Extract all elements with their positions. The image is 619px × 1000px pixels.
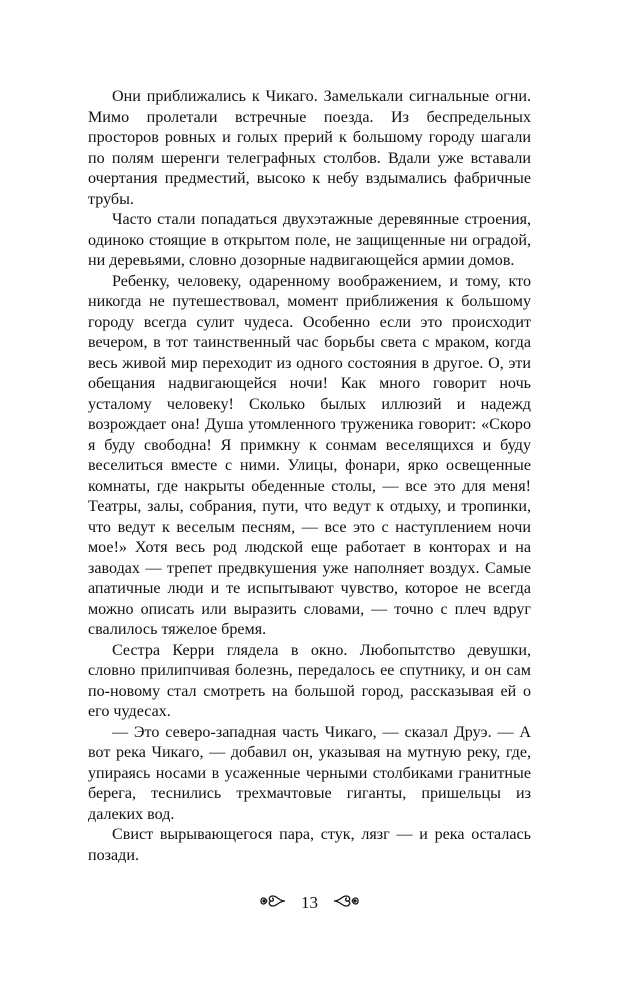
paragraph-5: — Это северо-западная часть Чикаго, — сказал Друэ. — А вот река Чикаго, — добавил он, указывая на мутную реку, где, упираясь носами в усаженные черными столбиками гранитные берега, теснились трехмачтовые гиганты, пришельцы из далеких вод.: [88, 723, 531, 823]
paragraph-2: Часто стали попадаться двухэтажные деревянные строения, одиноко стоящие в открытом поле, не защищенные ни оградой, ни деревьями, словно дозорные надвигающейся армии домов.: [88, 211, 531, 269]
paragraph-4: Сестра Керри глядела в окно. Любопытство девушки, словно прилипчивая болезнь, передалось ее спутнику, и он сам по-новому стал смотреть на большой город, рассказывая ей о его чудесах.: [88, 641, 531, 720]
fleuron-left-icon: [259, 893, 287, 914]
paragraph-3: Ребенку, человеку, одаренному воображением, и тому, кто никогда не путешествовал, момент приближения к большому городу всегда сулит чудеса. Особенно если это происходит вечером, в тот таинственный час борьбы света с мраком, когда весь живой мир переходит из одного состояния в другое. О, эти обещания надвигающейся ночи! Как много говорит ночь усталому человеку! Сколько былых иллюзий и надежд возрождает она! Душа утомленного труженика говорит: «Скоро я буду свободна! Я примкну к сонмам веселящихся и буду веселиться вместе с ними. Улицы, фонари, ярко освещенные комнаты, где накрыты обеденные столы, — все это для меня! Театры, залы, собрания, пути, что ведут к отдыху, и тропинки, что ведут к веселым песням, — все это с наступлением ночи мое!» Хотя весь род людской еще работает в конторах и на заводах — трепет предвкушения уже наполняет воздух. Самые апатичные люди и те испытывают чувство, которое не всегда можно описать или выразить словами, — точно с плеч вдруг свалилось тяжелое бремя.: [88, 272, 531, 638]
paragraph-1: Они приближались к Чикаго. Замелькали сигнальные огни. Мимо пролетали встречные поезда. Из беспредельных просторов ровных и голых прерий к большому городу шагали по полям шеренги телеграфных столбов. Вдали уже вставали очертания предместий, высоко к небу вздымались фабричные трубы.: [88, 88, 531, 208]
page-body: [88, 87, 531, 866]
page-number: 13: [301, 893, 318, 913]
page-footer: [0, 892, 619, 914]
fleuron-right-icon: [332, 893, 360, 914]
paragraph-6: Свист вырывающегося пара, стук, лязг — и река осталась позади.: [88, 826, 531, 864]
